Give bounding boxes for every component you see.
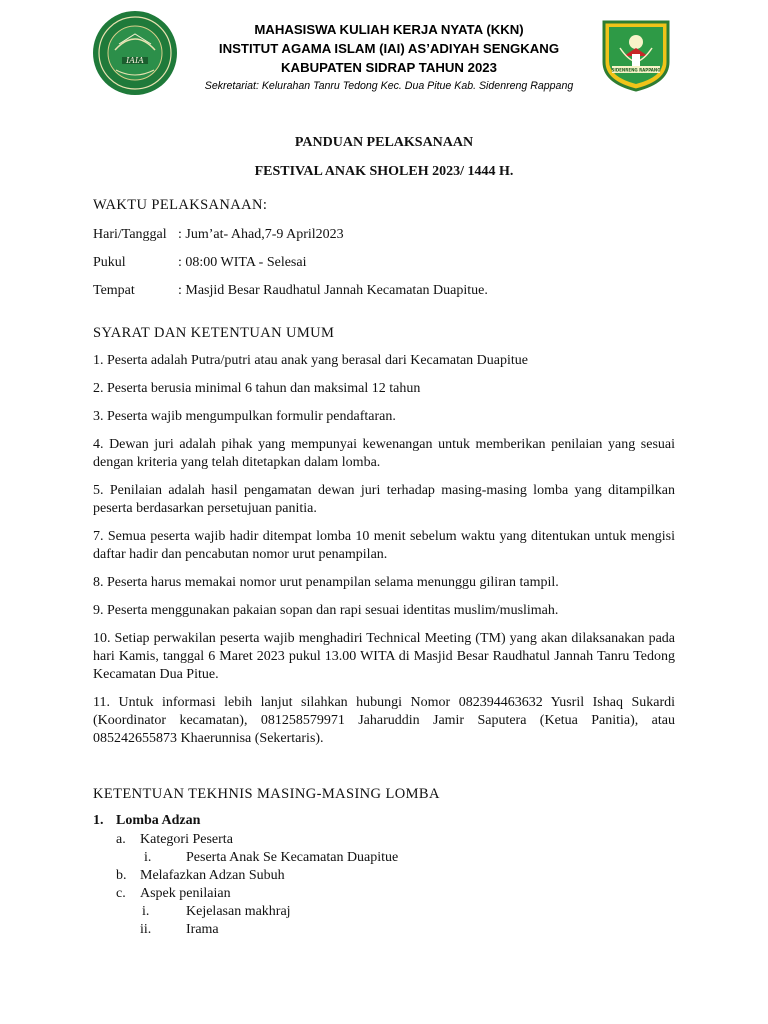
letterhead-line-2: INSTITUT AGAMA ISLAM (IAI) AS’ADIYAH SENGKANG bbox=[218, 41, 560, 56]
syarat-item: 9. Peserta menggunakan pakaian sopan dan rapi sesuai identitas muslim/muslimah. bbox=[93, 603, 559, 618]
waktu-heading: WAKTU PELAKSANAAN: bbox=[93, 197, 268, 213]
waktu-label-place: Tempat bbox=[93, 283, 135, 298]
sidrap-shield-icon bbox=[598, 18, 674, 92]
lomba-1-number: 1. bbox=[93, 813, 104, 828]
waktu-value-date: : Jum’at- Ahad,7-9 April2023 bbox=[178, 227, 344, 242]
syarat-item: 7. Semua peserta wajib hadir ditempat lomba 10 menit sebelum waktu yang ditentukan untuk mengisi daftar hadir dan pencabutan nomor urut penampilan. bbox=[93, 529, 675, 562]
syarat-item: 11. Untuk informasi lebih lanjut silahkan hubungi Nomor 082394463632 Yusril Ishaq Sukardi (Koordinator kecamatan), 081258579971 Jaharuddin Jamir Saputera (Ketua Panitia), atau 085242655873 Khaerunnisa (Sekertaris). bbox=[93, 695, 675, 746]
left-logo-text: IAIA bbox=[126, 56, 144, 65]
syarat-item: 2. Peserta berusia minimal 6 tahun dan maksimal 12 tahun bbox=[93, 381, 421, 396]
syarat-heading: SYARAT DAN KETENTUAN UMUM bbox=[93, 325, 335, 341]
lomba-1-title: Lomba Adzan bbox=[116, 813, 201, 828]
list-item: Kejelasan makhraj bbox=[186, 904, 291, 919]
right-logo-ribbon: SIDENRENG RAPPANG bbox=[611, 67, 661, 73]
iaia-logo-icon bbox=[92, 10, 178, 96]
list-marker: i. bbox=[144, 850, 152, 865]
waktu-row-date bbox=[93, 227, 344, 243]
waktu-row-time bbox=[93, 255, 307, 271]
list-item: Melafazkan Adzan Subuh bbox=[140, 868, 285, 883]
letterhead-line-1: MAHASISWA KULIAH KERJA NYATA (KKN) bbox=[254, 22, 524, 37]
list-item: Kategori Peserta bbox=[140, 832, 233, 847]
letterhead-secretariat: Sekretariat: Kelurahan Tanru Tedong Kec. Dua Pitue Kab. Sidenreng Rappang bbox=[204, 80, 574, 92]
list-marker: b. bbox=[116, 868, 127, 883]
syarat-item: 3. Peserta wajib mengumpulkan formulir pendaftaran. bbox=[93, 409, 396, 424]
waktu-label-time: Pukul bbox=[93, 255, 126, 270]
list-marker: c. bbox=[116, 886, 126, 901]
waktu-value-place: : Masjid Besar Raudhatul Jannah Kecamatan Duapitue. bbox=[178, 283, 488, 298]
list-item: Aspek penilaian bbox=[140, 886, 231, 901]
syarat-item: 8. Peserta harus memakai nomor urut penampilan selama menunggu giliran tampil. bbox=[93, 575, 559, 590]
tekhnis-heading: KETENTUAN TEKHNIS MASING-MASING LOMBA bbox=[93, 786, 440, 802]
syarat-item: 4. Dewan juri adalah pihak yang mempunyai kewenangan untuk memberikan penilaian yang sesuai dengan kriteria yang telah ditetapkan dalam lomba. bbox=[93, 437, 675, 470]
list-marker: i. bbox=[142, 904, 150, 919]
list-item: Irama bbox=[186, 922, 219, 937]
document-subtitle: FESTIVAL ANAK SHOLEH 2023/ 1444 H. bbox=[254, 164, 514, 179]
syarat-item: 5. Penilaian adalah hasil pengamatan dewan juri terhadap masing-masing lomba yang ditampilkan peserta berdasarkan persetujuan panitia. bbox=[93, 483, 675, 516]
waktu-value-time: : 08:00 WITA - Selesai bbox=[178, 255, 307, 270]
document-title: PANDUAN PELAKSANAAN bbox=[294, 135, 474, 150]
list-marker: ii. bbox=[140, 922, 152, 937]
waktu-row-place bbox=[93, 283, 488, 299]
syarat-item: 10. Setiap perwakilan peserta wajib menghadiri Technical Meeting (TM) yang akan dilaksanakan pada hari Kamis, tanggal 6 Maret 2023 pukul 13.00 WITA di Masjid Besar Raudhatul Jannah Tanru Tedong Kecamatan Dua Pitue. bbox=[93, 631, 675, 682]
list-item: Peserta Anak Se Kecamatan Duapitue bbox=[186, 850, 399, 865]
syarat-item: 1. Peserta adalah Putra/putri atau anak yang berasal dari Kecamatan Duapitue bbox=[93, 353, 528, 368]
letterhead-text bbox=[180, 20, 598, 95]
waktu-label-date: Hari/Tanggal bbox=[93, 227, 167, 242]
letterhead-line-3: KABUPATEN SIDRAP TAHUN 2023 bbox=[281, 60, 497, 75]
letterhead bbox=[0, 0, 768, 104]
list-marker: a. bbox=[116, 832, 126, 847]
